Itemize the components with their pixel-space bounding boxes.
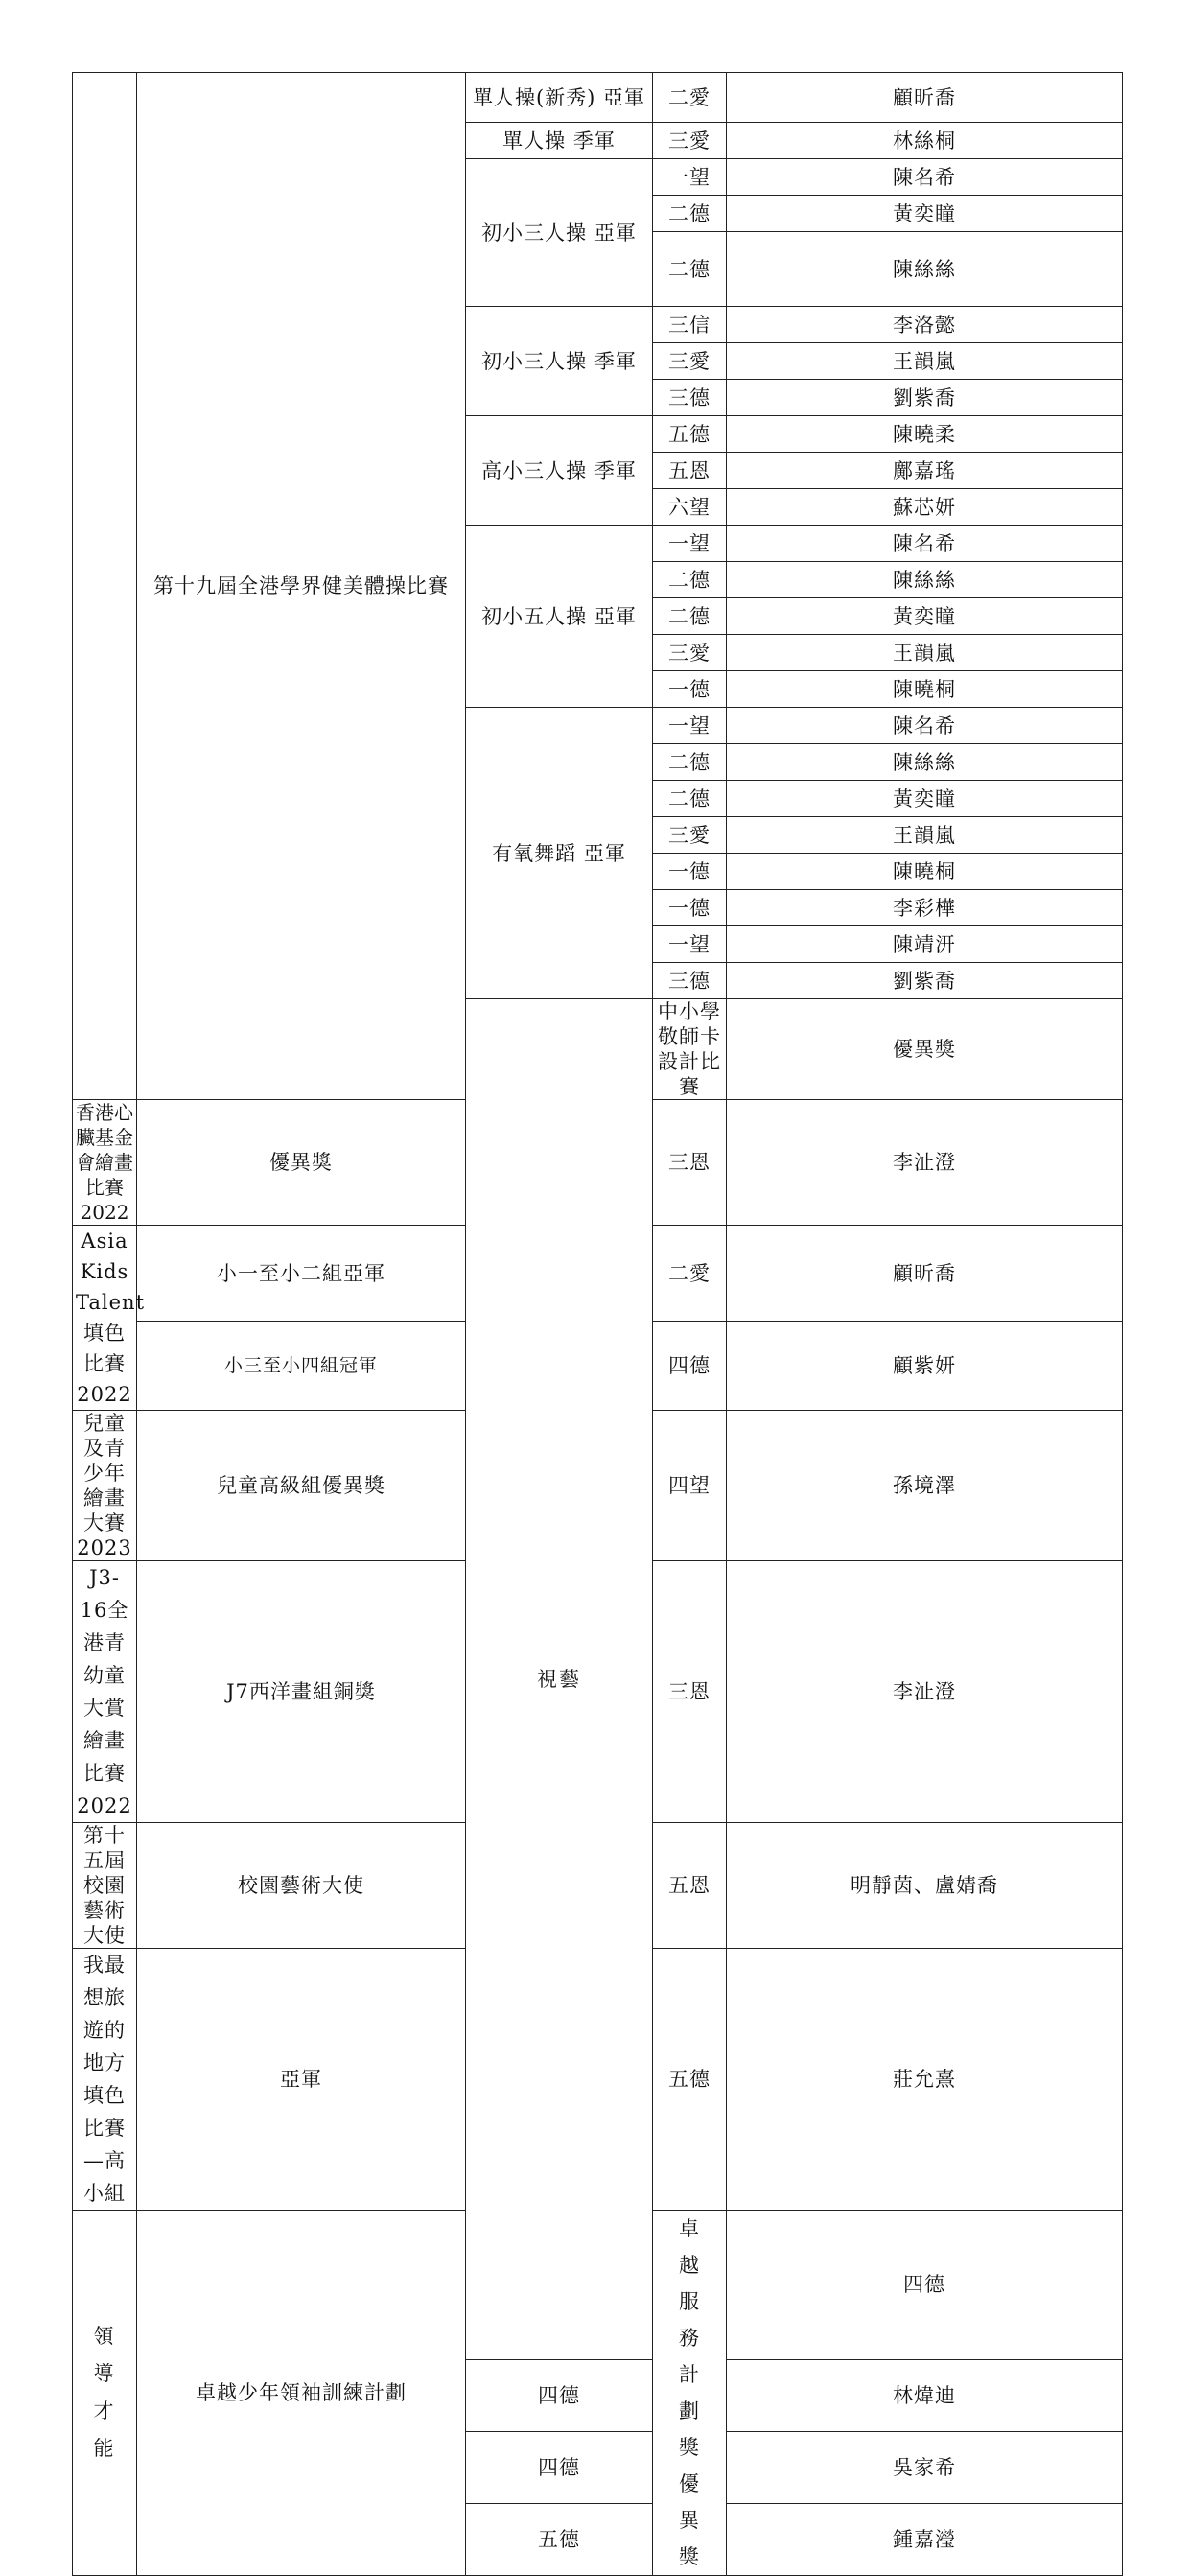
- name-cell: 黃奕瞳: [727, 196, 1123, 232]
- award-cell: 優異獎: [137, 1100, 466, 1226]
- class-cell: 四德: [466, 2359, 653, 2431]
- competition-cell: Asia Kids Talent 填色比賽2022: [73, 1226, 137, 1411]
- category-cell: 視藝: [466, 999, 653, 2360]
- name-cell: 顧紫妍: [727, 1322, 1123, 1411]
- competition-cell: 兒童及青少年繪畫大賽2023: [73, 1411, 137, 1561]
- class-cell: 一望: [653, 708, 727, 744]
- class-cell: 三信: [653, 307, 727, 343]
- class-cell: 一德: [653, 890, 727, 926]
- category-cell: [73, 2211, 137, 2576]
- name-cell: 陳靖汧: [727, 926, 1123, 963]
- competition-cell: 中小學敬師卡設計比賽: [653, 999, 727, 1100]
- name-cell: 李彩樺: [727, 890, 1123, 926]
- award-cell: 單人操(新秀) 亞軍: [466, 73, 653, 123]
- name-cell: 鄺嘉瑤: [727, 453, 1123, 489]
- award-cell: 高小三人操 季軍: [466, 416, 653, 526]
- name-cell: 王韻嵐: [727, 635, 1123, 671]
- competition-cell: 香港心臟基金會繪畫比賽2022: [73, 1100, 137, 1226]
- name-cell: 顧昕喬: [727, 1226, 1123, 1322]
- name-cell: 陳名希: [727, 526, 1123, 562]
- name-cell: 陳絲絲: [727, 562, 1123, 598]
- award-cell: 單人操 季軍: [466, 123, 653, 159]
- award-cell: 兒童高級組優異獎: [137, 1411, 466, 1561]
- class-cell: 五德: [653, 416, 727, 453]
- name-cell: 蘇芯妍: [727, 489, 1123, 526]
- class-cell: 五德: [466, 2503, 653, 2575]
- award-cell: J7西洋畫組銅獎: [137, 1561, 466, 1823]
- name-cell: 李沚澄: [727, 1100, 1123, 1226]
- name-cell: 李洛懿: [727, 307, 1123, 343]
- table-row: [73, 73, 1123, 123]
- class-cell: 五恩: [653, 453, 727, 489]
- competition-cell: 第十九屆全港學界健美體操比賽: [137, 73, 466, 1100]
- class-cell: 四德: [653, 1322, 727, 1411]
- class-cell: 三愛: [653, 123, 727, 159]
- class-cell: 二愛: [653, 73, 727, 123]
- class-cell: 二德: [653, 232, 727, 307]
- class-cell: 一德: [653, 854, 727, 890]
- class-cell: 一望: [653, 526, 727, 562]
- award-cell: 初小五人操 亞軍: [466, 526, 653, 708]
- class-cell: 二德: [653, 744, 727, 781]
- name-cell: 李沚澄: [727, 1561, 1123, 1823]
- name-cell: 黃奕瞳: [727, 781, 1123, 817]
- class-cell: 二德: [653, 598, 727, 635]
- award-cell: 初小三人操 季軍: [466, 307, 653, 416]
- name-cell: 陳名希: [727, 708, 1123, 744]
- award-cell: 小一至小二組亞軍: [137, 1226, 466, 1322]
- name-cell: 莊允熹: [727, 1949, 1123, 2211]
- category-cell-empty: [73, 73, 137, 1100]
- award-cell: 有氧舞蹈 亞軍: [466, 708, 653, 999]
- category-char: 領: [93, 2325, 116, 2348]
- category-char: 能: [93, 2437, 116, 2460]
- competition-cell: 我最想旅遊的地方填色比賽—高小組: [73, 1949, 137, 2211]
- name-cell: 黃奕瞳: [727, 598, 1123, 635]
- award-cell: 初小三人操 亞軍: [466, 159, 653, 307]
- class-cell: 一德: [653, 671, 727, 708]
- class-cell: 五德: [653, 1949, 727, 2211]
- name-cell: 陳曉桐: [727, 671, 1123, 708]
- class-cell: 四望: [653, 1411, 727, 1561]
- class-cell: 二德: [653, 562, 727, 598]
- class-cell: 二德: [653, 196, 727, 232]
- name-cell: 林絲桐: [727, 123, 1123, 159]
- class-cell: 二愛: [653, 1226, 727, 1322]
- name-cell: 吳家希: [727, 2431, 1123, 2503]
- competition-cell: 卓越少年領袖訓練計劃: [137, 2211, 466, 2576]
- class-cell: 三恩: [653, 1561, 727, 1823]
- name-cell: 陳絲絲: [727, 744, 1123, 781]
- class-cell: 六望: [653, 489, 727, 526]
- name-cell: 陳曉柔: [727, 416, 1123, 453]
- award-cell: 亞軍: [137, 1949, 466, 2211]
- class-cell: 三愛: [653, 343, 727, 380]
- class-cell: 三愛: [653, 635, 727, 671]
- category-char: 導: [93, 2362, 116, 2385]
- class-cell: 二德: [653, 781, 727, 817]
- name-cell: 陳絲絲: [727, 232, 1123, 307]
- name-cell: 林煒迪: [727, 2359, 1123, 2431]
- class-cell: 三愛: [653, 817, 727, 854]
- name-cell: 孫境澤: [727, 1411, 1123, 1561]
- class-cell: 一望: [653, 926, 727, 963]
- award-cell: 小三至小四組冠軍: [137, 1322, 466, 1411]
- name-cell: 劉紫喬: [727, 963, 1123, 999]
- award-cell: 優異獎: [727, 999, 1123, 1100]
- class-cell: 四德: [466, 2431, 653, 2503]
- class-cell: 三德: [653, 963, 727, 999]
- class-cell: 三德: [653, 380, 727, 416]
- class-cell: 三恩: [653, 1100, 727, 1226]
- competition-cell: J3-16全港青幼童大賞繪畫比賽2022: [73, 1561, 137, 1823]
- name-cell: 陳名希: [727, 159, 1123, 196]
- class-cell: 一望: [653, 159, 727, 196]
- name-cell: 顧昕喬: [727, 73, 1123, 123]
- class-cell: 五恩: [653, 1823, 727, 1949]
- award-cell: 校園藝術大使: [137, 1823, 466, 1949]
- name-cell: 王韻嵐: [727, 817, 1123, 854]
- category-char: 才: [93, 2400, 116, 2423]
- name-cell: 劉紫喬: [727, 380, 1123, 416]
- competition-cell: 第十五屆校園藝術大使: [73, 1823, 137, 1949]
- award-cell: 卓越服務計劃獎優異獎: [653, 2211, 727, 2576]
- awards-table: [72, 72, 1123, 2576]
- name-cell: 王韻嵐: [727, 343, 1123, 380]
- name-cell: 鍾嘉瀅: [727, 2503, 1123, 2575]
- name-cell: 陳曉桐: [727, 854, 1123, 890]
- name-cell: 明靜茵、盧婧喬: [727, 1823, 1123, 1949]
- class-cell: 四德: [727, 2211, 1123, 2360]
